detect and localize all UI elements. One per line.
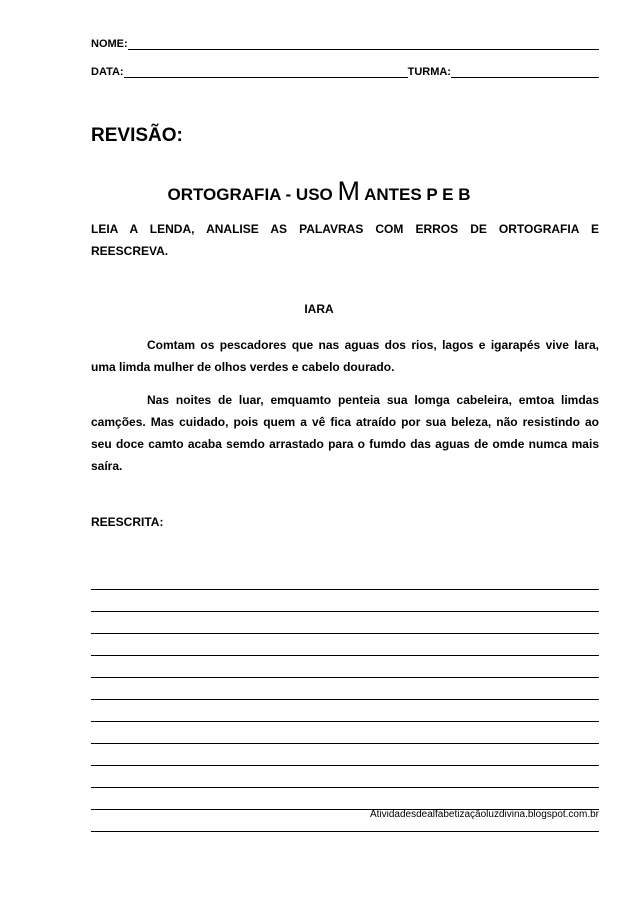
subtitle: [0, 176, 638, 207]
story-paragraph-1: Comtam os pescadores que nas aguas dos rios, lagos e igarapés vive Iara, uma limda mulher de olhos verdes e cabelo dourado.: [91, 338, 599, 374]
answer-line[interactable]: [91, 578, 599, 590]
name-blank-line[interactable]: [128, 39, 599, 50]
story-paragraph-2: Nas noites de luar, emquamto penteia sua lomga cabeleira, emtoa limdas camções. Mas cuidado, pois quem a vê fica atraído por sua beleza, não resistindo ao seu doce camto acaba semdo arrastado para o fumdo das aguas de omde numca mais saíra.: [91, 393, 599, 473]
answer-line[interactable]: [91, 722, 599, 744]
review-title: REVISÃO:: [91, 125, 183, 146]
name-field[interactable]: [91, 38, 599, 50]
answer-lines: [91, 578, 599, 832]
name-label: NOME:: [91, 38, 128, 50]
answer-line[interactable]: [91, 678, 599, 700]
date-label: DATA:: [91, 66, 124, 78]
answer-line[interactable]: [91, 700, 599, 722]
date-class-field: [91, 66, 599, 78]
rewrite-label: REESCRITA:: [91, 515, 164, 529]
answer-line[interactable]: [91, 656, 599, 678]
story-title: IARA: [304, 302, 334, 316]
class-label: TURMA:: [407, 66, 451, 78]
answer-line[interactable]: [91, 766, 599, 788]
subtitle-big-letter: M: [337, 176, 360, 206]
answer-line[interactable]: [91, 634, 599, 656]
subtitle-part-2: ANTES P E B: [359, 185, 471, 204]
footer-source: Atividadesdealfabetizaçãoluzdivina.blogspot.com.br: [369, 809, 599, 820]
instruction-text: LEIA A LENDA, ANALISE AS PALAVRAS COM ERROS DE ORTOGRAFIA E REESCREVA.: [91, 222, 599, 258]
answer-line[interactable]: [91, 788, 599, 810]
date-blank-line[interactable]: [124, 67, 408, 78]
answer-line[interactable]: [91, 590, 599, 612]
answer-line[interactable]: [91, 612, 599, 634]
subtitle-part-1: ORTOGRAFIA - USO: [167, 185, 338, 204]
class-blank-line[interactable]: [451, 67, 599, 78]
answer-line[interactable]: [91, 744, 599, 766]
